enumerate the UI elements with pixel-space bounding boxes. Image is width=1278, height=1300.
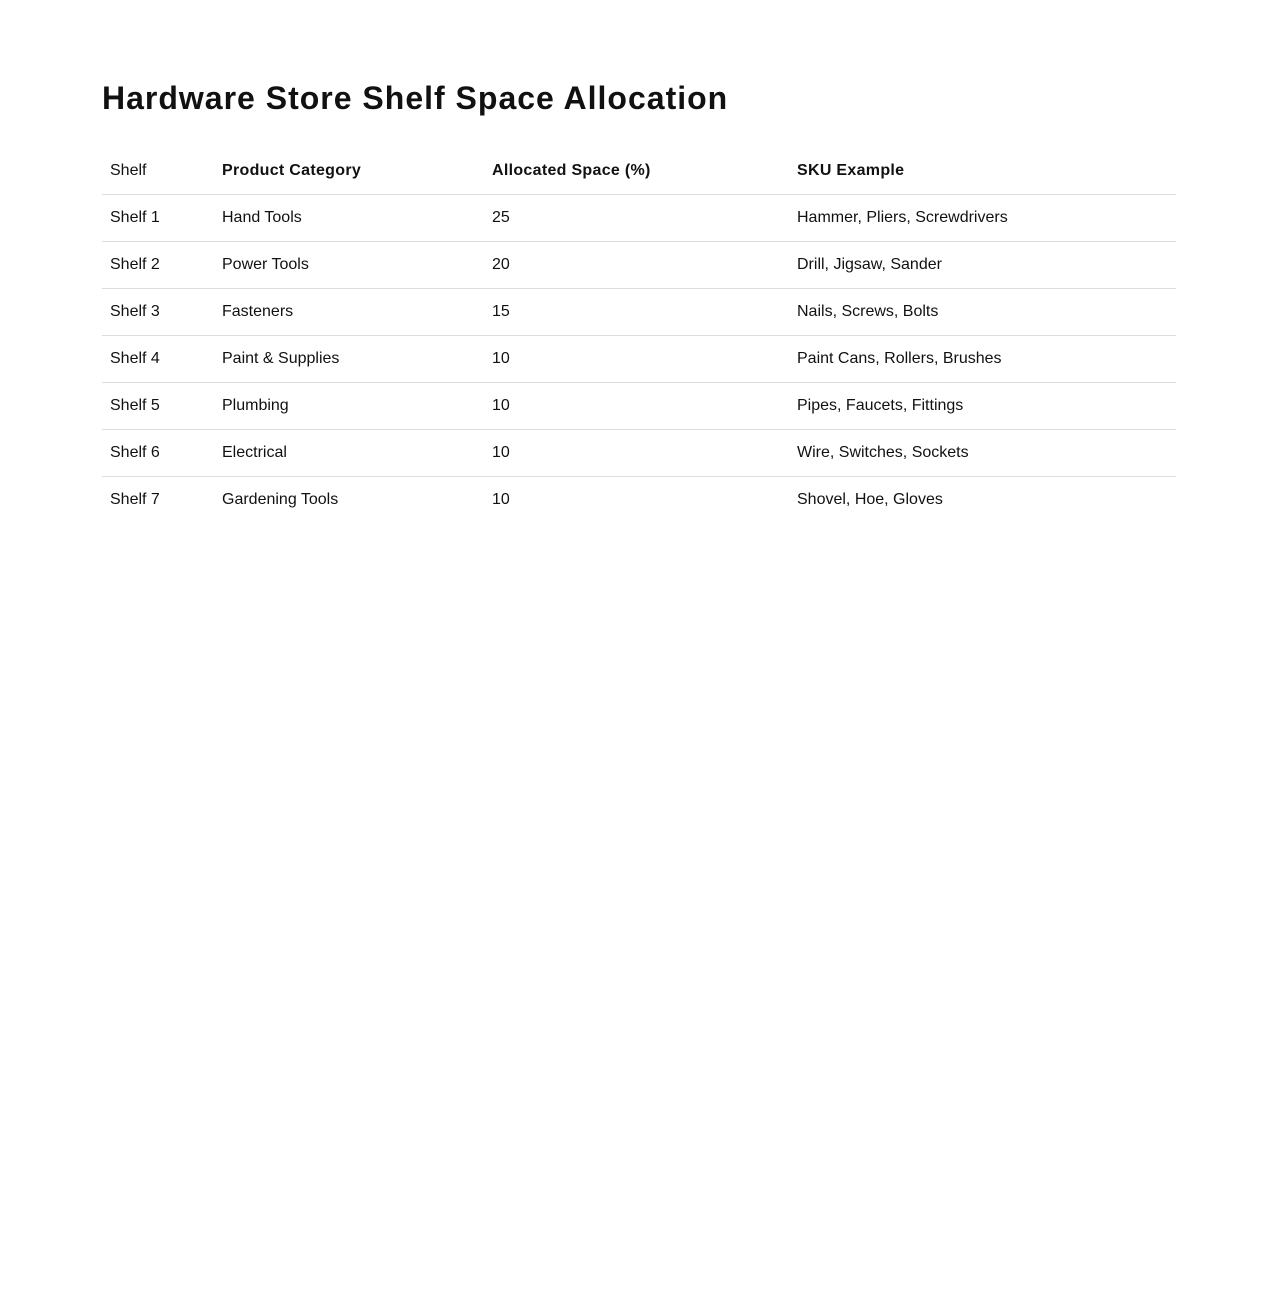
cell-product-category: Electrical xyxy=(214,430,484,477)
cell-shelf: Shelf 6 xyxy=(102,430,214,477)
cell-sku-example: Shovel, Hoe, Gloves xyxy=(797,491,943,508)
cell-product-category: Fasteners xyxy=(214,289,484,336)
table-body xyxy=(102,195,1176,524)
cell-sku-example: Pipes, Faucets, Fittings xyxy=(789,383,1176,430)
cell-allocated-space: 20 xyxy=(484,242,789,289)
cell-allocated-space: 10 xyxy=(484,430,789,477)
cell-sku-example: Nails, Screws, Bolts xyxy=(789,289,1176,336)
table-header xyxy=(102,148,1176,195)
cell-shelf: Shelf 7 xyxy=(110,491,160,508)
cell-shelf: Shelf 5 xyxy=(102,383,214,430)
cell-allocated-space: 10 xyxy=(484,336,789,383)
table-row xyxy=(102,477,1176,524)
cell-sku-example: Paint Cans, Rollers, Brushes xyxy=(789,336,1176,383)
header-allocated-space: Allocated Space (%) xyxy=(484,148,789,195)
cell-allocated-space: 10 xyxy=(484,383,789,430)
cell-shelf: Shelf 4 xyxy=(102,336,214,383)
table-row xyxy=(102,242,1176,289)
cell-sku-example: Hammer, Pliers, Screwdrivers xyxy=(789,195,1176,242)
table-row xyxy=(102,195,1176,242)
header-row xyxy=(102,148,1176,195)
table-row xyxy=(102,383,1176,430)
cell-shelf: Shelf 2 xyxy=(102,242,214,289)
cell-product-category: Paint & Supplies xyxy=(214,336,484,383)
shelf-allocation-table xyxy=(102,148,1176,523)
page-title: Hardware Store Shelf Space Allocation xyxy=(102,80,729,116)
cell-sku-example: Wire, Switches, Sockets xyxy=(789,430,1176,477)
cell-product-category: Hand Tools xyxy=(214,195,484,242)
table-row xyxy=(102,289,1176,336)
cell-product-category: Gardening Tools xyxy=(222,491,339,508)
cell-shelf: Shelf 3 xyxy=(102,289,214,336)
cell-product-category: Plumbing xyxy=(214,383,484,430)
cell-allocated-space: 10 xyxy=(492,491,510,508)
table-row xyxy=(102,336,1176,383)
header-product-category: Product Category xyxy=(214,148,484,195)
cell-shelf: Shelf 1 xyxy=(102,195,214,242)
header-sku-example: SKU Example xyxy=(789,148,1176,195)
cell-product-category: Power Tools xyxy=(214,242,484,289)
table-row xyxy=(102,430,1176,477)
cell-allocated-space: 15 xyxy=(484,289,789,336)
cell-sku-example: Drill, Jigsaw, Sander xyxy=(789,242,1176,289)
cell-allocated-space: 25 xyxy=(484,195,789,242)
header-shelf: Shelf xyxy=(102,148,214,195)
